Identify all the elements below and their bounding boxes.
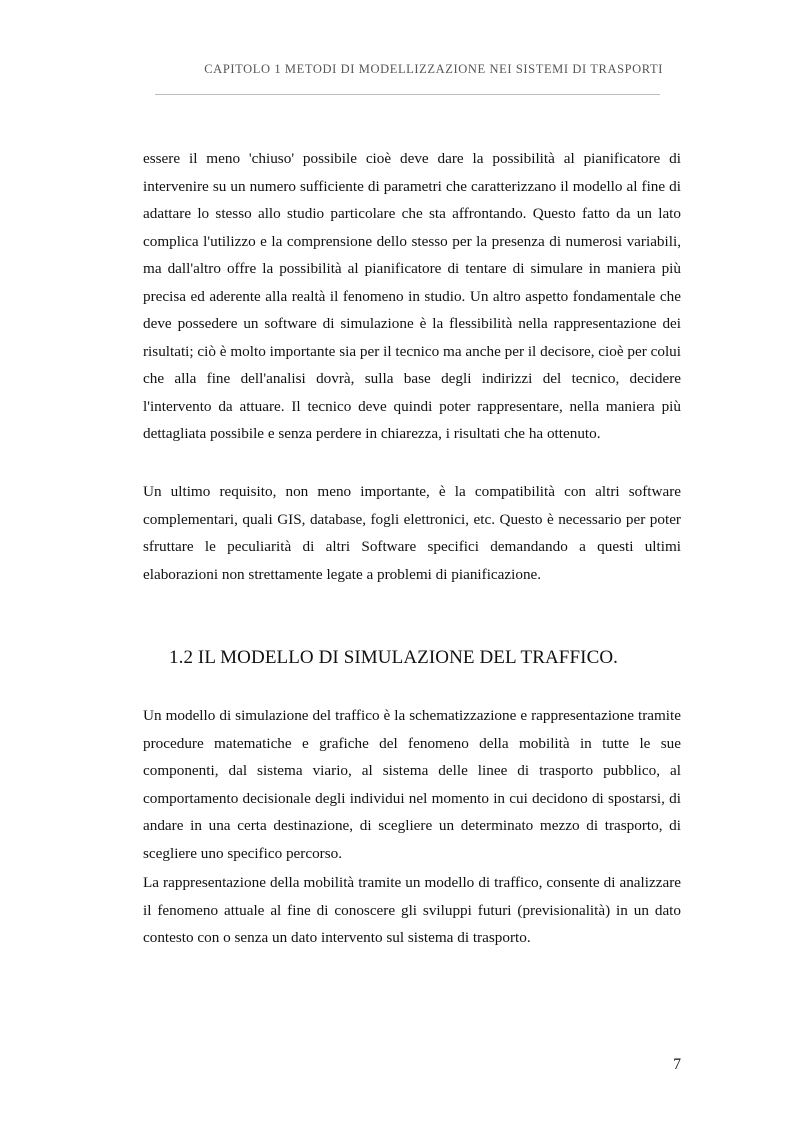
section-heading: 1.2 IL MODELLO DI SIMULAZIONE DEL TRAFFICO. xyxy=(169,647,619,668)
running-header: CAPITOLO 1 METODI DI MODELLIZZAZIONE NEI SISTEMI DI TRASPORTI xyxy=(204,62,663,76)
body-paragraph-4: La rappresentazione della mobilità tramite un modello di traffico, consente di analizzare il fenomeno attuale al fine di conoscere gli sviluppi futuri (previsionalità) in un dato contesto con o senza un dato intervento sul sistema di trasporto. xyxy=(143,874,681,946)
body-paragraph-2: Un ultimo requisito, non meno importante, è la compatibilità con altri software complementari, quali GIS, database, fogli elettronici, etc. Questo è necessario per poter sfruttare le peculiarità di altri Software specifici demandando a questi ultimi elaborazioni non strettamente legate a problemi di pianificazione. xyxy=(143,483,681,583)
body-paragraph-3: Un modello di simulazione del traffico è la schematizzazione e rappresentazione tramite procedure matematiche e grafiche del fenomeno della mobilità in tutte le sue componenti, dal sistema viario, al sistema delle linee di trasporto pubblico, al comportamento decisionale degli individui nel momento in cui decidono di spostarsi, di andare in una certa destinazione, di scegliere un determinato mezzo di trasporto, di scegliere uno specifico percorso. xyxy=(143,707,681,862)
body-paragraph-1: essere il meno 'chiuso' possibile cioè deve dare la possibilità al pianificatore di intervenire su un numero sufficiente di parametri che caratterizzano il modello al fine di adattare lo stesso allo studio particolare che sta affrontando. Questo fatto da un lato complica l'utilizzo e la comprensione dello stesso per la presenza di numerosi variabili, ma dall'altro offre la possibilità al pianificatore di tentare di simulare in maniera più precisa ed aderente alla realtà il fenomeno in studio. Un altro aspetto fondamentale che deve possedere un software di simulazione è la flessibilità nella rappresentazione dei risultati; ciò è molto importante sia per il tecnico ma anche per il decisore, cioè per colui che alla fine dell'analisi dovrà, sulla base degli indirizzi del tecnico, decidere l'intervento da attuare. Il tecnico deve quindi poter rappresentare, nella maniera più dettagliata possibile e senza perdere in chiarezza, i risultati che ha ottenuto. xyxy=(143,150,681,442)
header-divider xyxy=(155,94,660,95)
page-number: 7 xyxy=(673,1056,681,1073)
